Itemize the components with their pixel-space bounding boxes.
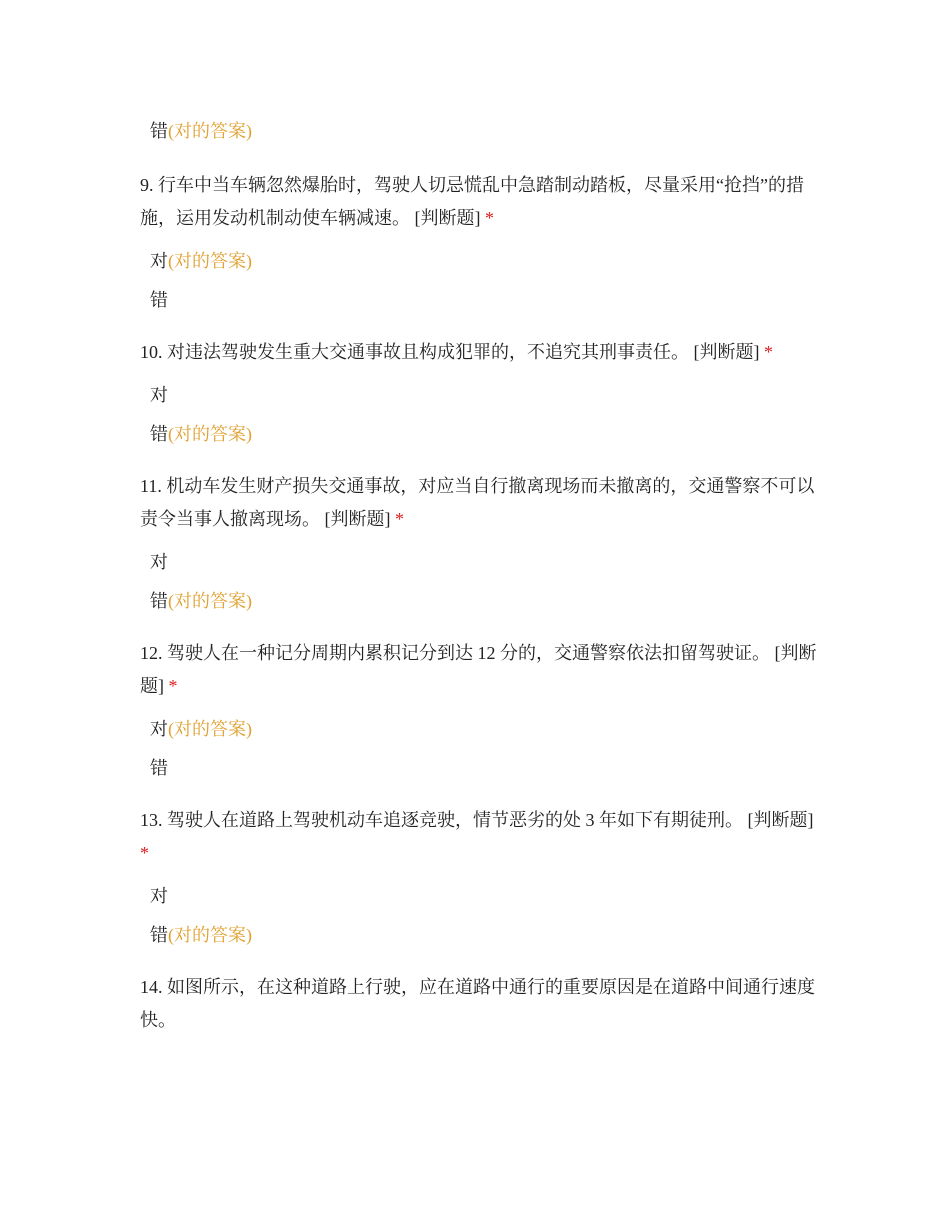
required-star: *	[764, 342, 773, 362]
question-type-tag: [判断题]	[140, 643, 817, 696]
correct-answer-mark: (对的答案)	[168, 925, 252, 945]
option-label: 错	[150, 290, 168, 310]
question-text	[140, 637, 820, 703]
answer-option-false[interactable]	[150, 286, 820, 314]
question-text	[140, 804, 820, 870]
option-label: 错	[150, 424, 168, 444]
correct-answer-mark: (对的答案)	[168, 719, 252, 739]
question-number: 14.	[140, 977, 163, 997]
question-body: 驾驶人在道路上驾驶机动车追逐竞驶，情节恶劣的处 3 年如下有期徒刑。	[167, 810, 743, 830]
question-type-tag: [判断题]	[693, 342, 760, 362]
answer-option-false[interactable]	[150, 420, 820, 448]
answer-option-true[interactable]	[150, 548, 820, 576]
required-star: *	[140, 843, 149, 863]
option-label: 对	[150, 552, 168, 572]
question-type-tag: [判断题]	[414, 208, 481, 228]
quiz-page	[140, 117, 820, 1059]
question-body: 机动车发生财产损失交通事故，对应当自行撤离现场而未撤离的，交通警察不可以责令当事人撤离现场。	[140, 476, 815, 529]
question-9	[140, 169, 820, 314]
required-star: *	[395, 509, 404, 529]
question-body: 驾驶人在一种记分周期内累积记分到达 12 分的，交通警察依法扣留驾驶证。	[167, 643, 770, 663]
option-label: 错	[150, 591, 168, 611]
question-text	[140, 169, 820, 235]
required-star: *	[485, 208, 494, 228]
option-label: 对	[150, 251, 168, 271]
option-label: 错	[150, 925, 168, 945]
answer-option-false[interactable]	[150, 921, 820, 949]
question-11	[140, 470, 820, 615]
answer-option-true[interactable]	[150, 381, 820, 409]
question-10	[140, 336, 820, 448]
question-text	[140, 470, 820, 536]
question-body: 对违法驾驶发生重大交通事故且构成犯罪的，不追究其刑事责任。	[167, 342, 689, 362]
question-type-tag: [判断题]	[747, 810, 814, 830]
correct-answer-mark: (对的答案)	[168, 591, 252, 611]
question-text	[140, 336, 820, 369]
question-body: 行车中当车辆忽然爆胎时，驾驶人切忌慌乱中急踏制动踏板，尽量采用“抢挡”的措施，运用发动机制动使车辆减速。	[140, 175, 804, 228]
question-number: 10.	[140, 342, 163, 362]
required-star: *	[168, 676, 178, 696]
question-type-tag: [判断题]	[324, 509, 391, 529]
correct-answer-mark: (对的答案)	[168, 121, 252, 141]
correct-answer-mark: (对的答案)	[168, 424, 252, 444]
option-label: 错	[150, 758, 168, 778]
option-label: 对	[150, 886, 168, 906]
answer-option-false[interactable]	[150, 587, 820, 615]
answer-option-false[interactable]	[150, 754, 820, 782]
question-number: 13.	[140, 810, 163, 830]
correct-answer-mark: (对的答案)	[168, 251, 252, 271]
question-13	[140, 804, 820, 949]
question-12	[140, 637, 820, 782]
option-label: 错	[150, 121, 168, 141]
question-number: 11.	[140, 476, 162, 496]
question-14	[140, 971, 820, 1037]
question-body: 如图所示，在这种道路上行驶，应在道路中通行的重要原因是在道路中间通行速度快。	[140, 977, 815, 1030]
question-text	[140, 971, 820, 1037]
answer-option[interactable]	[150, 117, 820, 145]
question-number: 12.	[140, 643, 163, 663]
option-label: 对	[150, 385, 168, 405]
answer-option-true[interactable]	[150, 882, 820, 910]
option-label: 对	[150, 719, 168, 739]
answer-option-true[interactable]	[150, 247, 820, 275]
question-number: 9.	[140, 175, 154, 195]
answer-option-true[interactable]	[150, 715, 820, 743]
